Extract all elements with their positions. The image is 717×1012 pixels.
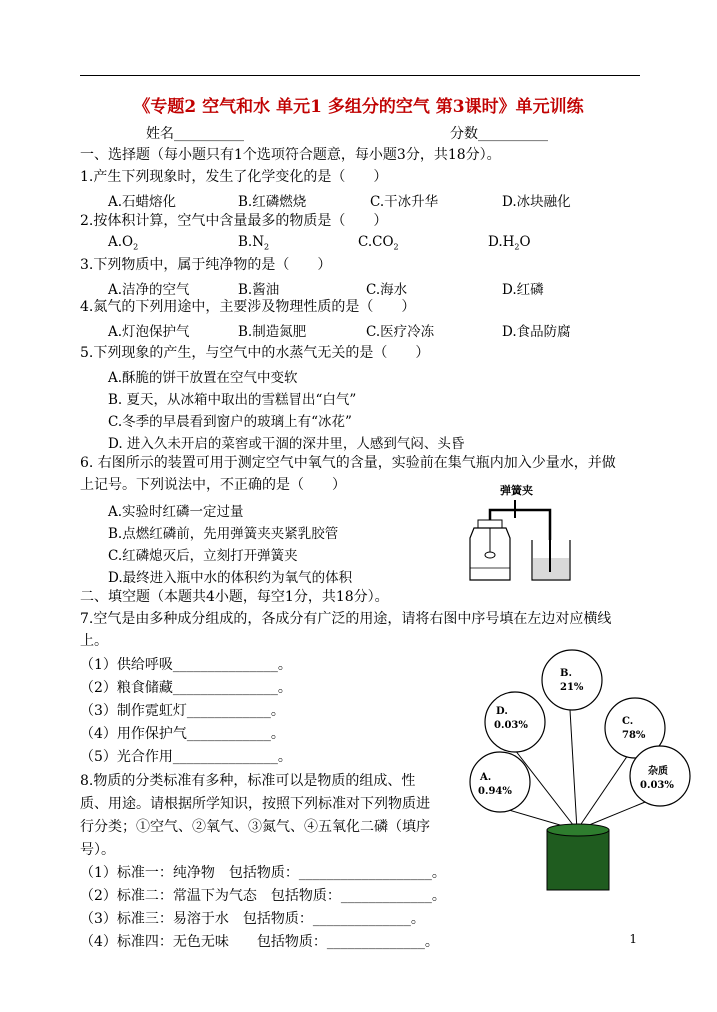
spring-clip-label: 弹簧夹 bbox=[500, 484, 533, 497]
q8-stem-line2: 质、用途。请根据所学知识，按照下列标准对下列物质进 bbox=[80, 796, 430, 812]
section1-heading: 一、选择题（每小题只有1个选项符合题意，每小题3分，共18分）。 bbox=[80, 147, 501, 163]
q1-option-b: B.红磷燃烧 bbox=[238, 194, 307, 210]
name-field: 姓名__________ bbox=[146, 126, 244, 142]
q8-item-4: （4）标准四：无色无味 包括物质：______________。 bbox=[80, 934, 439, 950]
page-title: 《专题2 空气和水 单元1 多组分的空气 第3课时》单元训练 bbox=[133, 97, 584, 117]
q1-option-c: C.干冰升华 bbox=[370, 194, 439, 210]
q8-stem-line3: 行分类；①空气、②氧气、③氮气、④五氧化二磷（填序 bbox=[80, 819, 430, 835]
q1-option-d: D.冰块融化 bbox=[502, 194, 571, 210]
q4-option-a: A.灯泡保护气 bbox=[108, 324, 190, 340]
q3-option-d: D.红磷 bbox=[502, 282, 544, 298]
q2-option-d: $D.H_2O$ bbox=[488, 234, 531, 252]
q6-option-d: D.最终进入瓶中水的体积约为氧气的体积 bbox=[108, 570, 353, 586]
q5-option-d: D. 进入久未开启的菜窖或干涸的深井里，人感到气闷、头昏 bbox=[108, 436, 465, 452]
q6-stem-line1: 6. 右图所示的装置可用于测定空气中氧气的含量，实验前在集气瓶内加入少量水，并做 bbox=[80, 455, 616, 471]
q8-stem-line4: 号）。 bbox=[80, 842, 115, 858]
balloon-a bbox=[470, 752, 530, 812]
q8-item-3: （3）标准三：易溶于水 包括物质：______________。 bbox=[80, 911, 425, 927]
cylinder-base bbox=[547, 830, 609, 890]
balloon-a-letter: A. bbox=[480, 772, 492, 783]
cylinder-top bbox=[547, 824, 609, 836]
q3-option-b: B.酱油 bbox=[238, 282, 280, 298]
q2-option-c: $C.CO_2$ bbox=[358, 234, 399, 252]
score-field: 分数__________ bbox=[450, 126, 548, 142]
q4-option-d: D.食品防腐 bbox=[502, 324, 571, 340]
air-composition-figure bbox=[460, 640, 700, 900]
page-number: 1 bbox=[629, 932, 637, 946]
balloon-c-letter: C. bbox=[622, 716, 634, 727]
q6-option-b: B.点燃红磷前，先用弹簧夹夹紧乳胶管 bbox=[108, 526, 339, 542]
balloon-c-value: 78% bbox=[622, 730, 646, 741]
q4-stem: 4.氮气的下列用途中，主要涉及物理性质的是（ ） bbox=[80, 299, 416, 315]
q2-option-b: $B.N_2$ bbox=[238, 234, 270, 252]
balloon-impurity-letter: 杂质 bbox=[648, 766, 668, 777]
balloon-impurity-value: 0.03% bbox=[640, 780, 674, 791]
q3-option-c: C.海水 bbox=[366, 282, 408, 298]
stopper bbox=[478, 520, 502, 528]
apparatus-figure bbox=[460, 480, 590, 586]
q1-stem: 1.产生下列现象时，发生了化学变化的是（ ） bbox=[80, 169, 388, 185]
balloon-a-value: 0.94% bbox=[478, 786, 512, 797]
q4-option-c: C.医疗冷冻 bbox=[366, 324, 435, 340]
balloon-b bbox=[542, 650, 602, 710]
section2-heading: 二、填空题（本题共4小题，每空1分，共18分）。 bbox=[80, 589, 389, 605]
q2-stem: 2.按体积计算，空气中含量最多的物质是（ ） bbox=[80, 213, 388, 229]
string-b bbox=[570, 710, 577, 830]
q8-item-2: （2）标准二：常温下为气态 包括物质：_____________。 bbox=[80, 888, 446, 904]
q5-option-b: B. 夏天，从冰箱中取出的雪糕冒出“白气” bbox=[108, 392, 357, 408]
q7-item-4: （4）用作保护气____________。 bbox=[80, 726, 285, 742]
combustion-spoon bbox=[485, 552, 495, 558]
q6-option-c: C.红磷熄灭后，立刻打开弹簧夹 bbox=[108, 548, 298, 564]
q2-option-a: $A.O_2$ bbox=[108, 234, 139, 252]
q7-stem-line2: 上。 bbox=[80, 633, 108, 649]
balloon-b-value: 21% bbox=[560, 682, 584, 693]
q6-stem-line2: 上记号。下列说法中，不正确的是（ ） bbox=[80, 477, 346, 493]
q7-item-2: （2）粮食储藏_______________。 bbox=[80, 680, 292, 696]
q4-option-b: B.制造氮肥 bbox=[238, 324, 307, 340]
q7-stem-line1: 7.空气是由多种成分组成的，各成分有广泛的用途，请将右图中序号填在左边对应横线 bbox=[80, 611, 612, 627]
header-rule bbox=[80, 75, 640, 76]
q7-item-3: （3）制作霓虹灯____________。 bbox=[80, 703, 285, 719]
q3-stem: 3.下列物质中，属于纯净物的是（ ） bbox=[80, 257, 332, 273]
string-c bbox=[577, 755, 628, 830]
q5-option-c: C.冬季的早晨看到窗户的玻璃上有“冰花” bbox=[108, 414, 352, 430]
q7-item-1: （1）供给呼吸_______________。 bbox=[80, 657, 292, 673]
balloon-d-letter: D. bbox=[496, 706, 508, 717]
q3-option-a: A.洁净的空气 bbox=[108, 282, 190, 298]
q8-stem-line1: 8.物质的分类标准有多种，标准可以是物质的组成、性 bbox=[80, 773, 416, 789]
q1-option-a: A.石蜡熔化 bbox=[108, 194, 177, 210]
q8-item-1: （1）标准一：纯净物 包括物质：___________________。 bbox=[80, 865, 446, 881]
q5-stem: 5.下列现象的产生，与空气中的水蒸气无关的是（ ） bbox=[80, 345, 430, 361]
q5-option-a: A.酥脆的饼干放置在空气中变软 bbox=[108, 370, 298, 386]
q7-item-5: （5）光合作用_______________。 bbox=[80, 749, 292, 765]
q6-option-a: A.实验时红磷一定过量 bbox=[108, 504, 244, 520]
balloon-b-letter: B. bbox=[560, 668, 572, 679]
balloon-d-value: 0.03% bbox=[494, 720, 528, 731]
